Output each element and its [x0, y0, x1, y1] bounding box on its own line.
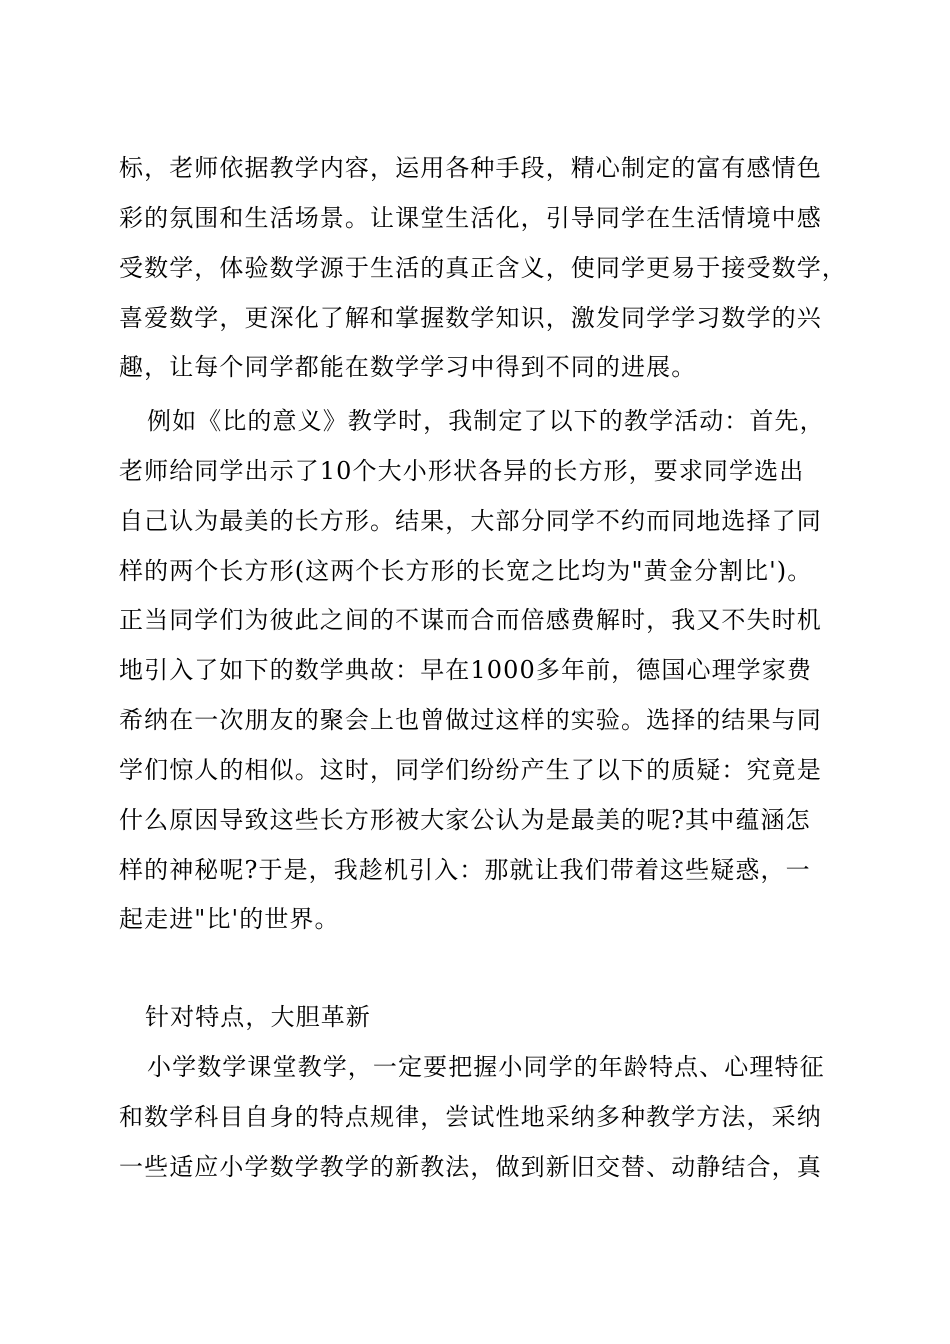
text-line: 希纳在一次朋友的聚会上也曾做过这样的实验。选择的结果与同 [119, 706, 822, 734]
text-line: 小学数学课堂教学，一定要把握小同学的年龄特点、心理特征 [147, 1053, 825, 1081]
section-heading: 针对特点，大胆革新 [145, 1003, 371, 1031]
text-line: 学们惊人的相似。这时，同学们纷纷产生了以下的质疑：究竟是 [119, 756, 822, 784]
text-line: 受数学，体验数学源于生活的真正含义，使同学更易于接受数学， [119, 254, 847, 282]
text-line: 趣，让每个同学都能在数学学习中得到不同的进展。 [119, 353, 697, 381]
text-line: 地引入了如下的数学典故：早在1000多年前，德国心理学家费 [119, 656, 812, 684]
text-line: 起走进"比'的世界。 [119, 905, 340, 933]
text-line: 样的两个长方形(这两个长方形的长宽之比均为"黄金分割比')。 [119, 557, 813, 585]
text-line: 样的神秘呢?于是，我趁机引入：那就让我们带着这些疑惑，一 [119, 856, 811, 884]
text-line: 和数学科目自身的特点规律，尝试性地采纳多种教学方法，采纳 [119, 1103, 822, 1131]
text-line: 自己认为最美的长方形。结果，大部分同学不约而同地选择了同 [119, 507, 822, 535]
text-line: 什么原因导致这些长方形被大家公认为是最美的呢?其中蕴涵怎 [119, 806, 811, 834]
text-line: 喜爱数学，更深化了解和掌握数学知识，激发同学学习数学的兴 [119, 304, 822, 332]
text-line: 例如《比的意义》教学时，我制定了以下的教学活动：首先， [147, 407, 825, 435]
text-line: 彩的氛围和生活场景。让课堂生活化，引导同学在生活情境中感 [119, 204, 822, 232]
text-line: 老师给同学出示了10个大小形状各异的长方形，要求同学选出 [119, 457, 805, 485]
text-line: 正当同学们为彼此之间的不谋而合而倍感费解时，我又不失时机 [119, 606, 822, 634]
text-line: 标，老师依据教学内容，运用各种手段，精心制定的富有感情色 [119, 154, 822, 182]
text-line: 一些适应小学数学教学的新教法，做到新旧交替、动静结合，真 [119, 1153, 822, 1181]
